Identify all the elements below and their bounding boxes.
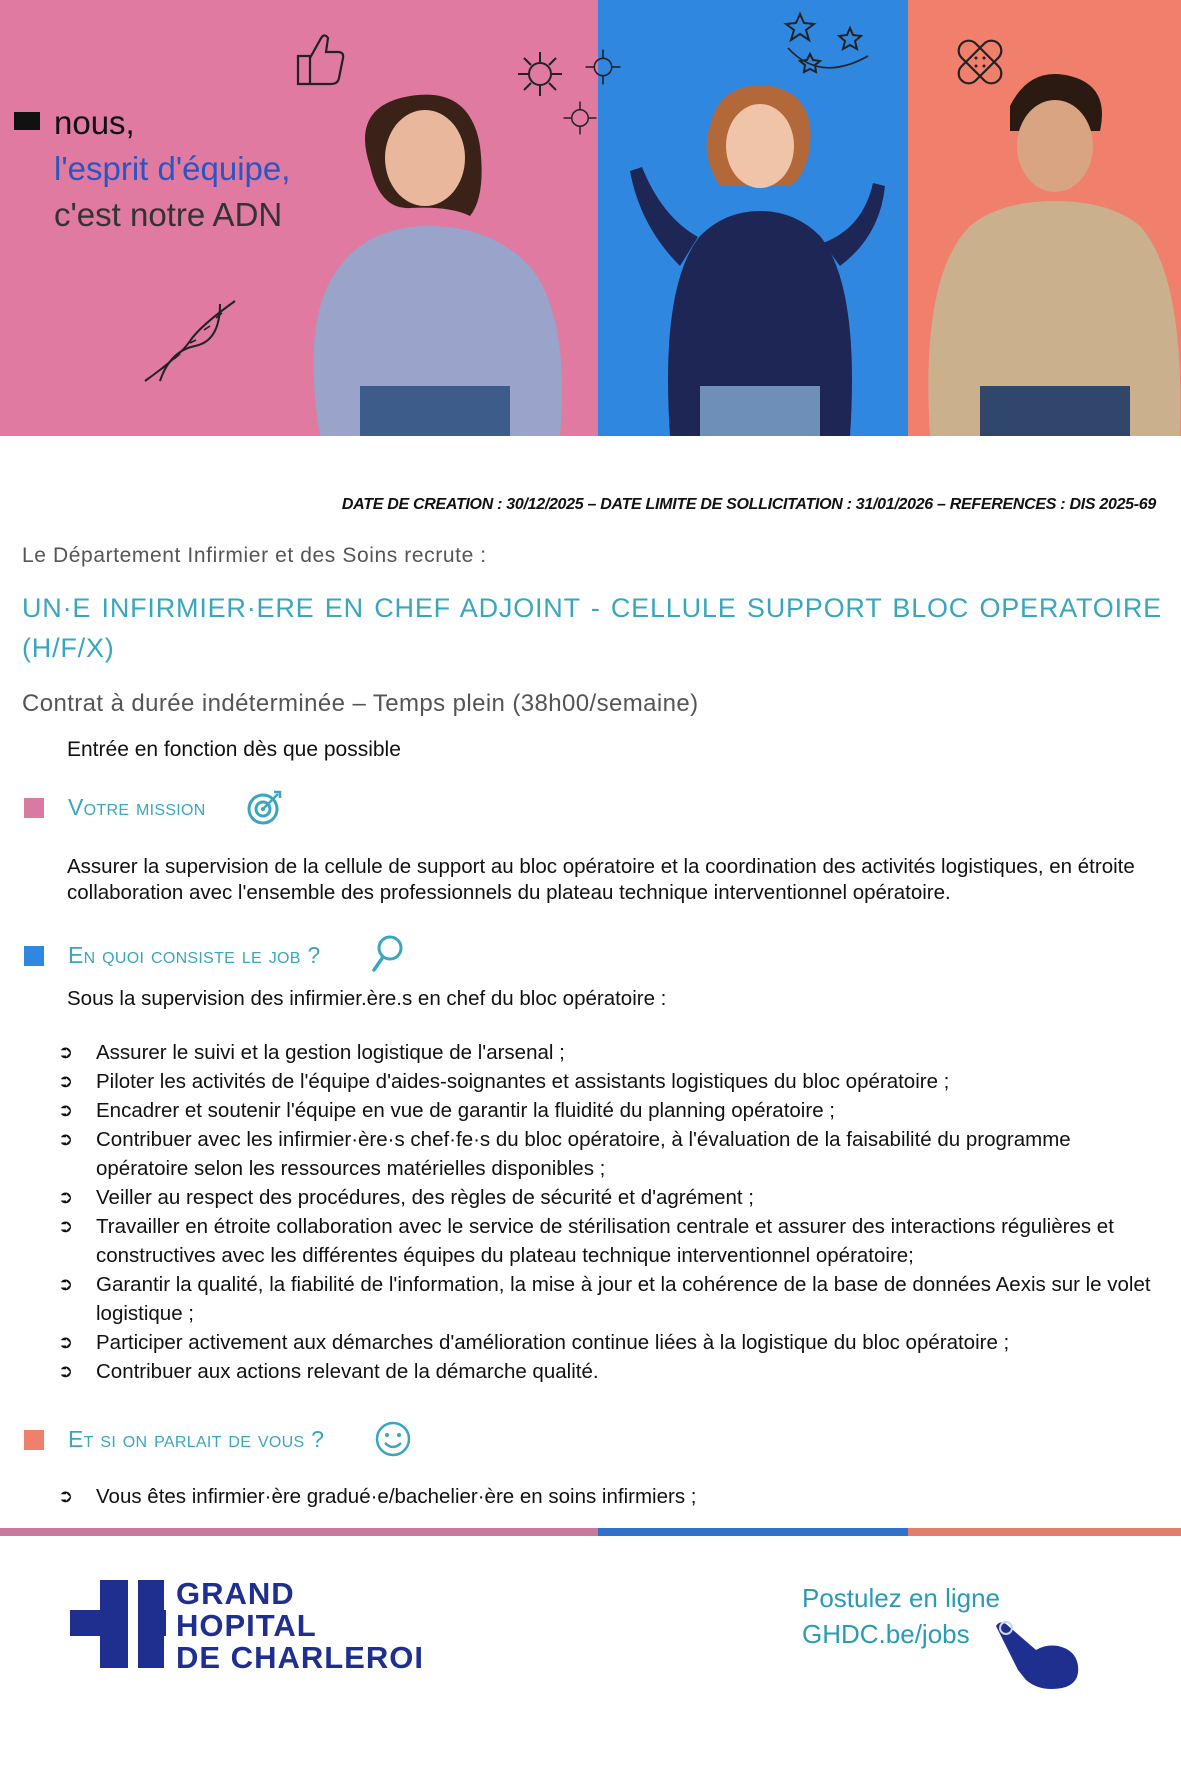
profile-heading-text: Et si on parlait de vous ? (68, 1426, 325, 1452)
arrow-bullet-icon: ➲ (58, 1332, 74, 1352)
arrow-bullet-icon: ➲ (58, 1100, 74, 1120)
slogan-line-3: c'est notre ADN (54, 196, 283, 233)
list-item: ➲ Garantir la qualité, la fiabilité de l'information, la mise à jour et la cohérence de la base de données Aexis sur le volet logistique ; (58, 1270, 1168, 1328)
job-tasks-list (58, 1038, 1168, 1386)
magnifier-icon (370, 934, 404, 974)
list-item: ➲ Travailler en étroite collaboration avec le service de stérilisation centrale et assurer des interactions régulières et constructives avec les différentes équipes du plateau technique interventionnel opératoire; (58, 1212, 1168, 1270)
list-item: ➲ Participer activement aux démarches d'amélioration continue liées à la logistique du bloc opératoire ; (58, 1328, 1168, 1357)
banner-slogan (14, 100, 290, 238)
person-photo-3 (910, 56, 1181, 436)
pink-square-icon (24, 798, 44, 818)
arrow-bullet-icon: ➲ (58, 1071, 74, 1091)
list-item: ➲ Encadrer et soutenir l'équipe en vue de garantir la fluidité du planning opératoire ; (58, 1096, 1168, 1125)
apply-online[interactable] (802, 1580, 1000, 1652)
arrow-bullet-icon: ➲ (58, 1129, 74, 1149)
apply-link[interactable]: GHDC.be/jobs (802, 1619, 970, 1649)
list-item: ➲ Veiller au respect des procédures, des règles de sécurité et d'agrément ; (58, 1183, 1168, 1212)
arrow-bullet-icon: ➲ (58, 1361, 74, 1381)
contract-type: Contrat à durée indéterminée – Temps plein (38h00/semaine) (22, 690, 699, 717)
dna-icon (140, 296, 240, 386)
job-intro: Sous la supervision des infirmier.ère.s en chef du bloc opératoire : (67, 987, 667, 1010)
list-item: ➲ Piloter les activités de l'équipe d'aides-soignantes et assistants logistiques du bloc opératoire ; (58, 1067, 1168, 1096)
arrow-bullet-icon: ➲ (58, 1216, 74, 1236)
hospital-logo-text: GRAND HOPITAL DE CHARLEROI (176, 1576, 424, 1675)
entry-date: Entrée en fonction dès que possible (67, 738, 401, 761)
list-item: ➲ Vous êtes infirmier·ère gradué·e/bachelier·ère en soins infirmiers ; (58, 1482, 1168, 1511)
target-icon (246, 788, 284, 826)
section-mission-heading (24, 792, 324, 822)
list-item: ➲ Contribuer avec les infirmier·ère·s chef·fe·s du bloc opératoire, à l'évaluation de la faisabilité du programme opératoire selon les ressources matérielles disponibles ; (58, 1125, 1168, 1183)
posting-meta: DATE DE CREATION : 30/12/2025 – DATE LIMITE DE SOLLICITATION : 31/01/2026 – REFERENCES : DIS 2025-69 (341, 496, 1156, 513)
square-bullet-icon (14, 112, 40, 130)
hospital-cross-logo-icon (70, 1580, 166, 1668)
smiley-icon (374, 1420, 412, 1458)
profile-list (58, 1482, 1168, 1511)
arrow-bullet-icon: ➲ (58, 1042, 74, 1062)
job-title: UN·E INFIRMIER·ERE EN CHEF ADJOINT - CELLULE SUPPORT BLOC OPERATOIRE (H/F/X) (22, 593, 1162, 663)
footer-bar-blue (598, 1528, 908, 1536)
mission-text: Assurer la supervision de la cellule de support au bloc opératoire et la coordination des activités logistiques, en étroite collaboration avec l'ensemble des professionnels du plateau technique interventionnel opératoire. (67, 855, 1135, 904)
coral-square-icon (24, 1430, 44, 1450)
footer-bar-pink (0, 1528, 598, 1536)
slogan-line-1: nous, (54, 104, 135, 141)
slogan-line-2: l'esprit d'équipe, (54, 150, 291, 187)
blue-square-icon (24, 946, 44, 966)
arrow-bullet-icon: ➲ (58, 1274, 74, 1294)
list-item: ➲ Contribuer aux actions relevant de la démarche qualité. (58, 1357, 1168, 1386)
list-item: ➲ Assurer le suivi et la gestion logistique de l'arsenal ; (58, 1038, 1168, 1067)
apply-label: Postulez en ligne (802, 1583, 1001, 1613)
person-photo-2 (610, 66, 910, 436)
hero-banner (0, 0, 1181, 436)
footer-bar-coral (908, 1528, 1181, 1536)
arrow-bullet-icon: ➲ (58, 1187, 74, 1207)
pointing-hand-icon (992, 1618, 1082, 1690)
section-profile-heading (24, 1424, 464, 1454)
person-photo-1 (280, 76, 600, 436)
arrow-bullet-icon: ➲ (58, 1486, 74, 1506)
section-job-heading (24, 940, 444, 970)
department-line: Le Département Infirmier et des Soins recrute : (22, 544, 487, 567)
job-heading-text: En quoi consiste le job ? (68, 942, 321, 968)
mission-heading-text: Votre mission (68, 794, 206, 820)
